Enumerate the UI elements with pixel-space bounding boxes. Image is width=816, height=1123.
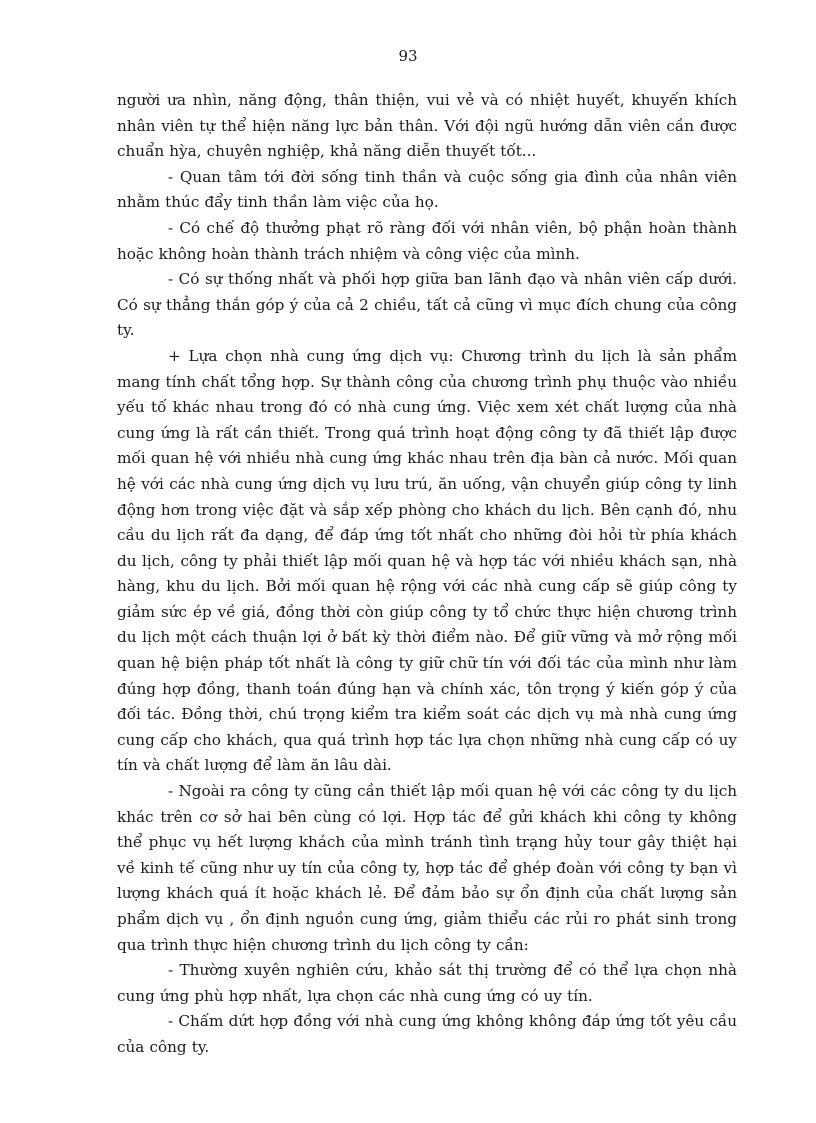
paragraph-partner-companies: - Ngoài ra công ty cũng cần thiết lập mối quan hệ với các công ty du lịch khác trên cơ sở hai bên cùng có lợi. Hợp tác để gửi khách khi công ty không thể phục vụ hết lượng khách của mình tránh tình trạng hủy tour gây thiệt hại về kinh tế cũng như uy tín của công ty, hợp tác để ghép đoàn với công ty bạn vì lượng khách quá ít hoặc khách lẻ. Để đảm bảo sự ổn định của chất lượng sản phẩm dịch vụ , ổn định nguồn cung ứng, giảm thiểu các rủi ro phát sinh trong qua trình thực hiện chương trình du lịch công ty cần: bbox=[117, 782, 737, 954]
paragraph-continuation: người ưa nhìn, năng động, thân thiện, vui vẻ và có nhiệt huyết, khuyến khích nhân viên tự thể hiện năng lực bản thân. Với đội ngũ hướng dẫn viên cần được chuẩn hỳa, chuyên nghiệp, khả năng diễn thuyết tốt... bbox=[117, 91, 737, 161]
paragraph-reward-policy: - Có chế độ thưởng phạt rõ ràng đối với nhân viên, bộ phận hoàn thành hoặc không hoàn thành trách nhiệm và công việc của mình. bbox=[117, 218, 737, 263]
paragraph-supplier-selection: + Lựa chọn nhà cung ứng dịch vụ: Chương trình du lịch là sản phẩm mang tính chất tổng hợp. Sự thành công của chương trình phụ thuộc vào nhiều yếu tố khác nhau trong đó có nhà cung ứng. Việc xem xét chất lượng của nhà cung ứng là rất cần thiết. Trong quá trình hoạt động công ty đã thiết lập được mối quan hệ với nhiều nhà cung ứng khác nhau trên địa bàn cả nước. Mối quan hệ với các nhà cung ứng dịch vụ lưu trú, ăn uống, vận chuyển giúp công ty linh động hơn trong việc đặt và sắp xếp phòng cho khách du lịch. Bên cạnh đó, nhu cầu du lịch rất đa dạng, để đáp ứng tốt nhất cho những đòi hỏi từ phía khách du lịch, công ty phải thiết lập mối quan hệ và hợp tác với nhiều khách sạn, nhà hàng, khu du lịch. Bởi mối quan hệ rộng với các nhà cung cấp sẽ giúp công ty giảm sức ép về giá, đồng thời còn giúp công ty tổ chức thực hiện chương trình du lịch một cách thuận lợi ở bất kỳ thời điểm nào. Để giữ vững và mở rộng mối quan hệ biện pháp tốt nhất là công ty giữ chữ tín với đối tác của mình như làm đúng hợp đồng, thanh toán đúng hạn và chính xác, tôn trọng ý kiến góp ý của đối tác. Đồng thời, chú trọng kiểm tra kiểm soát các dịch vụ mà nhà cung ứng cung cấp cho khách, qua quá trình hợp tác lựa chọn những nhà cung cấp có uy tín và chất lượng để làm ăn lâu dài. bbox=[117, 346, 737, 775]
paragraph-market-research: - Thường xuyên nghiên cứu, khảo sát thị trường để có thể lựa chọn nhà cung ứng phù hợp nhất, lựa chọn các nhà cung ứng có uy tín. bbox=[117, 961, 737, 1005]
paragraph-spiritual-life: - Quan tâm tới đời sống tinh thần và cuộc sống gia đình của nhân viên nhằm thúc đẩy tinh thần làm việc của họ. bbox=[117, 167, 737, 212]
document-body bbox=[117, 88, 737, 1061]
paragraph-coordination: - Có sự thống nhất và phối hợp giữa ban lãnh đạo và nhân viên cấp dưới. Có sự thẳng thắn góp ý của cả 2 chiều, tất cả cũng vì mục đích chung của công ty. bbox=[117, 270, 737, 340]
page-number: 93 bbox=[398, 47, 418, 65]
paragraph-terminate-contract: - Chấm dứt hợp đồng với nhà cung ứng không không đáp ứng tốt yêu cầu của công ty. bbox=[117, 1012, 737, 1056]
